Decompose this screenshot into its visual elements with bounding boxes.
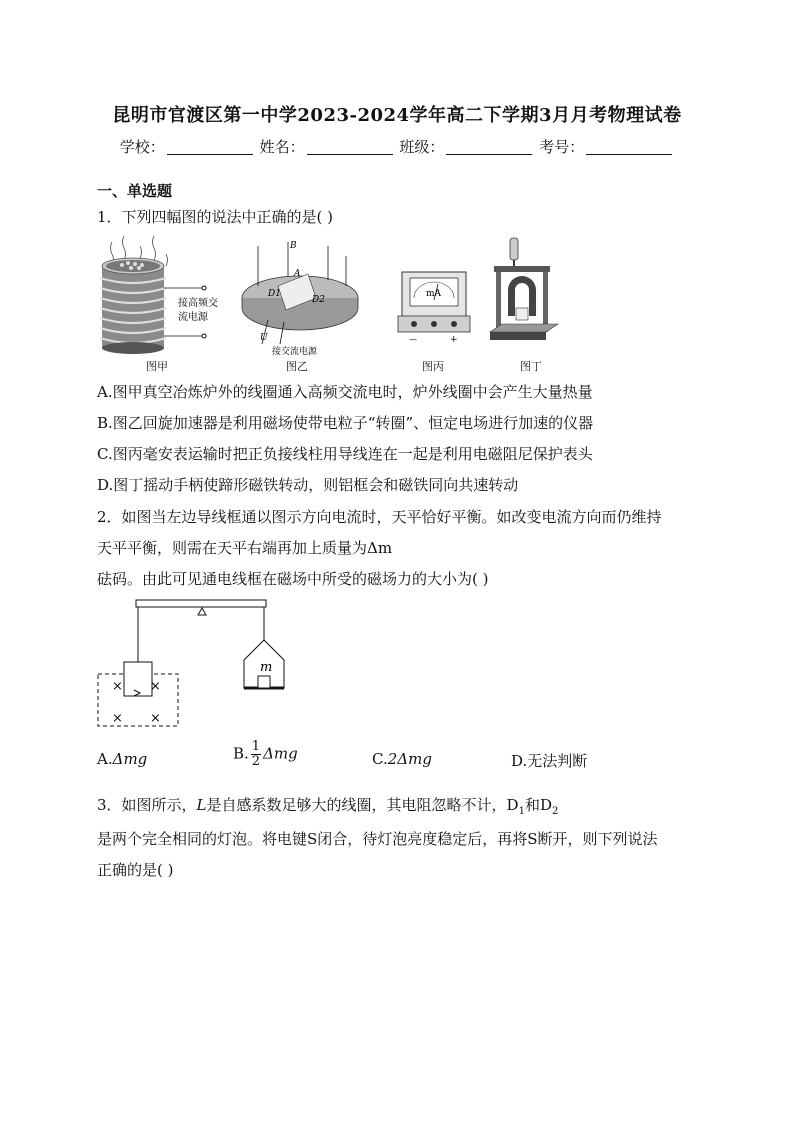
number-label: 考号：: [539, 138, 585, 156]
q2-option-b[interactable]: [233, 740, 298, 769]
q3-symbol-D1: D: [506, 796, 519, 814]
name-blank[interactable]: [307, 139, 393, 155]
q2-option-c-expr: 2Δmg: [387, 750, 432, 768]
q2-field-x2: ×: [150, 679, 161, 694]
student-info-row: [0, 136, 794, 157]
class-label: 班级：: [399, 138, 445, 156]
fraction-numerator: 1: [251, 739, 261, 754]
exam-title: 昆明市官渡区第一中学2023-2024学年高二下学期3月月考物理试卷: [112, 105, 682, 126]
q2-option-a[interactable]: [97, 750, 147, 768]
q2-option-b-expr: Δmg: [263, 744, 298, 763]
yi-label-U: U: [260, 333, 268, 343]
school-label: 学校：: [119, 138, 165, 156]
q2-field-x1: ×: [112, 679, 123, 694]
q2-option-b-prefix: B.: [233, 744, 249, 763]
bing-minus: —: [409, 335, 417, 344]
q3-line1-pre: 3．如图所示，: [97, 796, 197, 814]
q1-option-d[interactable]: D.图丁摇动手柄使蹄形磁铁转动，则铝框会和磁铁同向共速转动: [97, 476, 519, 494]
name-label: 姓名：: [259, 138, 305, 156]
fraction-denominator: 2: [251, 754, 261, 769]
q1-figure-jia: [92, 236, 232, 360]
q1-figure-yi: [238, 236, 368, 360]
q1-figure-bing: [396, 266, 472, 346]
q2-mass-label: m: [260, 660, 273, 675]
q2-option-c-prefix: C.: [372, 750, 388, 768]
class-blank[interactable]: [446, 139, 532, 155]
q2-option-c[interactable]: [372, 750, 432, 768]
bing-plus: +: [450, 335, 458, 345]
q2-stem-line2: 天平平衡，则需在天平右端再加上质量为Δm: [97, 539, 393, 557]
q3-stem-line3: 正确的是( ): [97, 861, 174, 879]
jia-note-line2: 流电源: [178, 312, 208, 323]
q3-and: 和: [524, 796, 540, 814]
q2-option-a-prefix: A.: [97, 750, 113, 768]
q2-balance-figure: [92, 596, 292, 730]
q2-option-d[interactable]: D.无法判断: [511, 752, 588, 770]
q3-line1-mid: 是自感系数足够大的线圈，其电阻忽略不计，: [206, 796, 507, 814]
yi-label-D1: D1: [268, 289, 281, 299]
yi-label-D2: D2: [312, 295, 325, 305]
number-blank[interactable]: [586, 139, 672, 155]
q2-option-b-fraction: [251, 740, 261, 769]
q3-sub-1: 1: [518, 806, 525, 817]
q3-sub-2: 2: [551, 806, 559, 817]
q3-stem-line2: 是两个完全相同的灯泡。将电键S闭合，待灯泡亮度稳定后，再将S断开，则下列说法: [97, 830, 658, 848]
q3-symbol-L: L: [196, 796, 207, 814]
caption-bing: 图丙: [422, 360, 444, 373]
q1-option-b[interactable]: B.图乙回旋加速器是利用磁场使带电粒子“转圈”、恒定电场进行加速的仪器: [97, 414, 594, 432]
q2-field-x3: ×: [112, 711, 123, 726]
q1-figure-ding: [488, 236, 564, 348]
yi-label-A: A: [294, 269, 301, 279]
q2-field-x4: ×: [150, 711, 161, 726]
caption-jia: 图甲: [146, 360, 168, 373]
caption-yi: 图乙: [286, 360, 308, 373]
yi-label-B: B: [290, 241, 297, 251]
q1-option-c[interactable]: C.图丙毫安表运输时把正负接线柱用导线连在一起是利用电磁阻尼保护表头: [97, 445, 593, 463]
q3-symbol-D2: D: [539, 796, 552, 814]
section-heading-single-choice: 一、单选题: [97, 182, 173, 200]
q2-stem-line1: 2．如图当左边导线框通以图示方向电流时，天平恰好平衡。如改变电流方向而仍维持: [97, 508, 662, 526]
yi-note: 接交流电源: [272, 347, 318, 357]
q1-option-a[interactable]: A.图甲真空冶炼炉外的线圈通入高频交流电时，炉外线圈中会产生大量热量: [97, 383, 593, 401]
caption-ding: 图丁: [520, 360, 542, 373]
q3-stem-line1: [97, 794, 558, 817]
school-blank[interactable]: [167, 139, 253, 155]
q1-stem: 1．下列四幅图的说法中正确的是( ): [97, 208, 334, 226]
q2-stem-line3: 砝码。由此可见通电线框在磁场中所受的磁场力的大小为( ): [97, 570, 489, 588]
bing-mA: mA: [426, 289, 442, 299]
jia-note-line1: 接高频交: [178, 298, 218, 309]
q2-option-a-expr: Δmg: [112, 750, 148, 768]
